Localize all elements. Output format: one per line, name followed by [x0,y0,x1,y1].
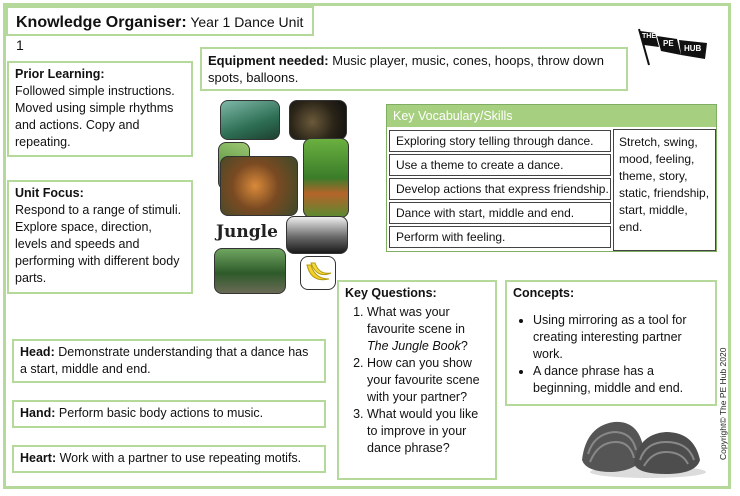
orangutan-photo [303,138,349,218]
vocabulary-table [386,104,717,252]
prior-learning-text: Followed simple instructions. Moved using simple rhythms and actions. Copy and repeating. [15,84,175,149]
concept-item: • A dance phrase has a beginning, middle and end. [533,363,709,397]
skill-row: Perform with feeling. [389,226,611,248]
concept-item: • Using mirroring as a tool for creating interesting partner work. [533,312,709,363]
skill-row: Dance with start, middle and end. [389,202,611,224]
hand-label: Hand: [20,406,56,420]
logo-pe: PE [663,39,674,48]
title-subtitle: Year 1 Dance Unit 1 [16,14,304,53]
concepts-label: Concepts: [513,286,575,300]
tiger-photo [220,156,298,216]
copyright-text: Copyright© The PE Hub 2020 [718,347,728,460]
equipment-box [200,47,628,91]
head-text: Demonstrate understanding that a dance has a start, middle and end. [20,345,309,376]
vocabulary-heading: Key Vocabulary/Skills [387,105,716,127]
heart-label: Heart: [20,451,57,465]
jungle-word: Jungle [216,222,278,242]
skill-row: Exploring story telling through dance. [389,130,611,152]
jungle-collage [212,98,352,294]
unit-focus-text: Respond to a range of stimuli. Explore space, direction, levels and speeds and performing with different body parts. [15,203,182,285]
key-questions-label: Key Questions: [345,286,437,300]
logo-hub: HUB [684,44,702,53]
pe-hub-logo [633,27,713,63]
key-questions-list [345,304,489,457]
hand-text: Perform basic body actions to music. [58,406,264,420]
question-item: 2. How can you show your favourite scene with your partner? [367,355,489,406]
jungle-photo-1 [220,100,280,140]
banana-photo [300,256,336,290]
logo-the: THE [642,33,656,40]
banana-icon [301,257,335,289]
crocodile-photo [286,216,348,254]
unit-focus-box [7,180,193,294]
heart-box [12,445,326,473]
vocabulary-words: Stretch, swing, mood, feeling, theme, story, static, friendship, start, middle, end. [613,129,716,251]
stones-illustration [578,402,708,480]
concepts-box [505,280,717,406]
question-item: 1. What was your favourite scene in The Jungle Book? [367,304,489,355]
concepts-list [513,312,709,397]
head-label: Head: [20,345,55,359]
hand-box [12,400,326,428]
title-heading: Knowledge Organiser: [16,14,187,31]
skill-row: Develop actions that express friendship. [389,178,611,200]
key-questions-box [337,280,497,480]
question-item: 3. What would you like to improve in your dance phrase? [367,406,489,457]
prior-learning-label: Prior Learning: [15,67,105,81]
equipment-text: Music player, music, cones, hoops, throw down spots, balloons. [208,53,604,85]
page-title [6,6,314,53]
river-photo [214,248,286,294]
equipment-label: Equipment needed: [208,53,329,68]
head-box [12,339,326,383]
unit-focus-label: Unit Focus: [15,186,84,200]
jaguar-photo [289,100,347,140]
prior-learning-box [7,61,193,157]
heart-text: Work with a partner to use repeating motifs. [59,451,302,465]
skill-row: Use a theme to create a dance. [389,154,611,176]
